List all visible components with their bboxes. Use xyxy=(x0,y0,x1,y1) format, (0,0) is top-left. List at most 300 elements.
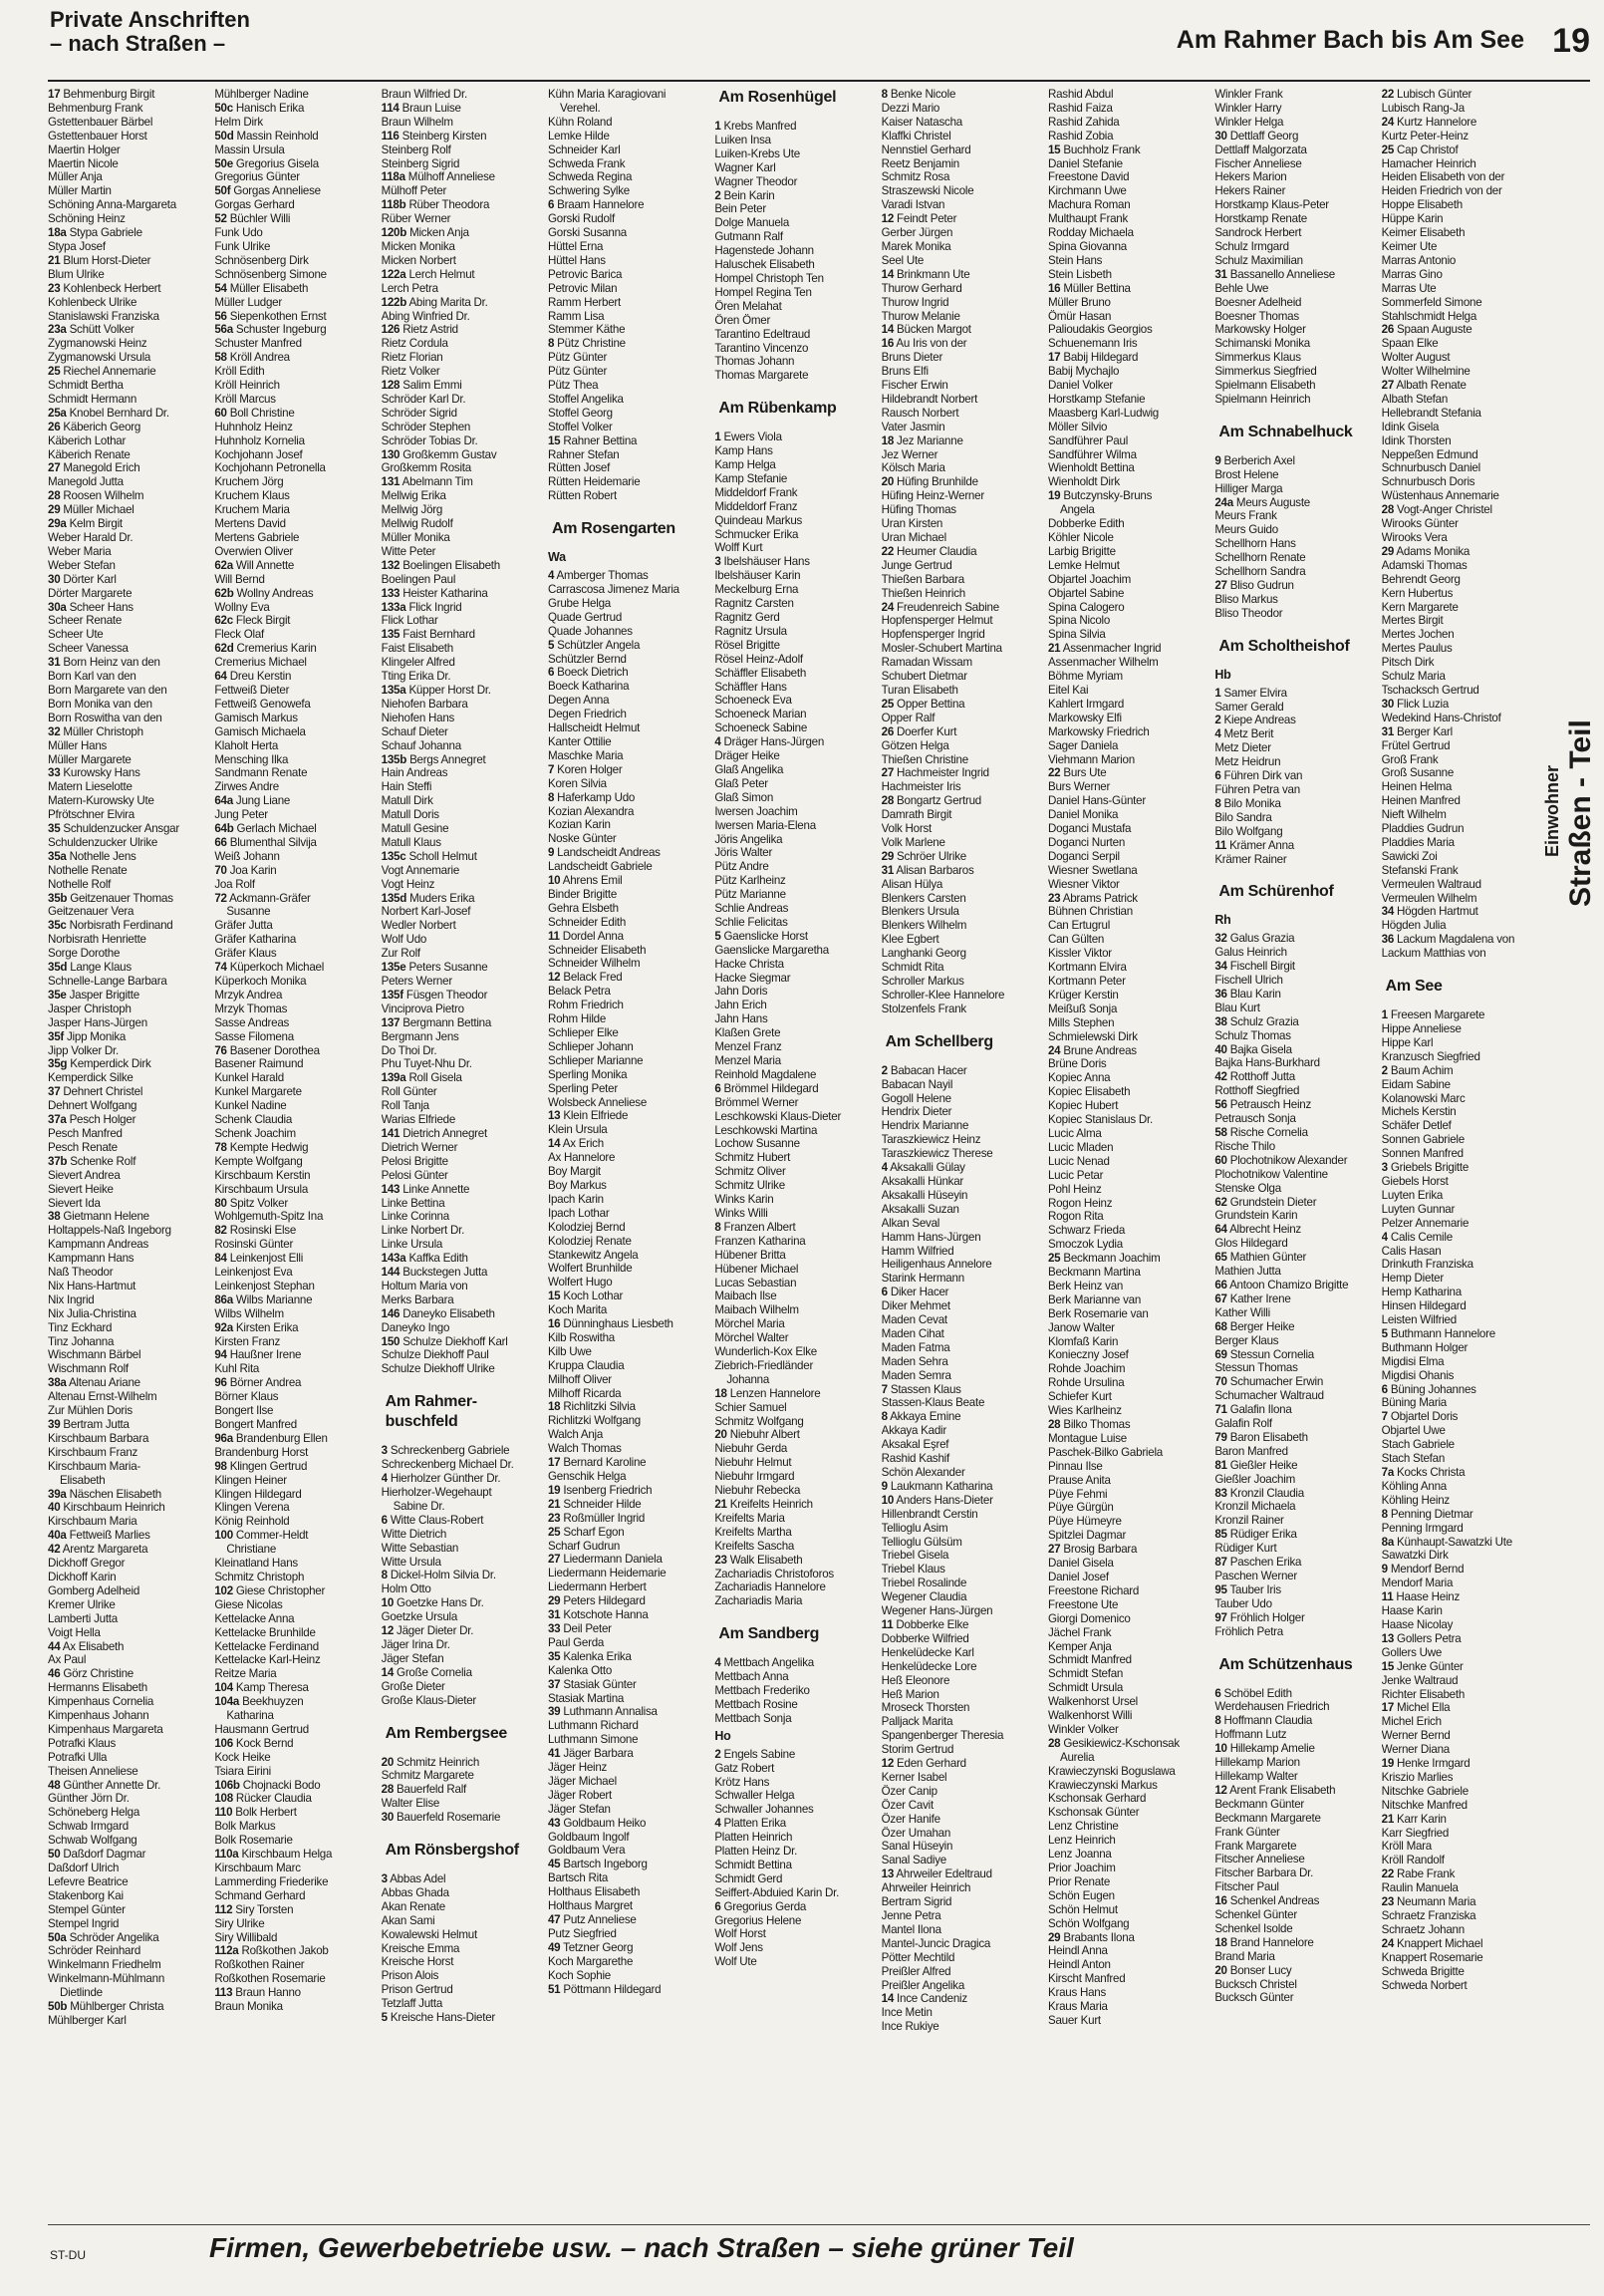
resident-entry xyxy=(382,1127,542,1141)
resident-name: Scheer Vanessa xyxy=(48,642,129,656)
resident-name: Mörchel Maria xyxy=(714,1317,785,1331)
resident-entry xyxy=(214,1931,375,1945)
resident-entry xyxy=(48,1238,208,1252)
resident-name: Wolf Horst xyxy=(714,1927,766,1941)
resident-entry xyxy=(214,102,375,116)
resident-name: Overwien Oliver xyxy=(214,544,294,558)
resident-entry xyxy=(382,878,542,892)
resident-name: Sperling Monika xyxy=(547,1067,628,1081)
resident-entry xyxy=(1048,1820,1208,1834)
resident-entry xyxy=(214,545,375,559)
resident-entry xyxy=(1214,1154,1375,1168)
resident-entry xyxy=(1048,1889,1208,1903)
resident-entry xyxy=(214,1709,375,1723)
resident-name: Gräfer Katharina xyxy=(214,933,297,947)
resident-name: Kettelacke Ferdinand xyxy=(214,1639,319,1653)
resident-entry xyxy=(382,2011,542,2025)
resident-entry xyxy=(1214,1756,1375,1770)
house-number: 4 xyxy=(1381,1230,1388,1244)
resident-name: Petrausch Heinz xyxy=(1229,1098,1312,1112)
resident-entry xyxy=(382,1458,542,1472)
house-number: 10 xyxy=(547,874,561,888)
resident-entry xyxy=(1048,1806,1208,1820)
resident-entry xyxy=(214,1252,375,1266)
house-number: 1 xyxy=(1381,1008,1388,1022)
resident-name: Ince Candeniz xyxy=(897,1992,967,2006)
resident-entry xyxy=(714,1428,875,1442)
resident-entry xyxy=(214,1557,375,1571)
resident-entry xyxy=(1048,1141,1208,1155)
resident-entry xyxy=(1214,797,1375,811)
resident-entry xyxy=(214,351,375,365)
resident-entry xyxy=(882,1688,1042,1702)
resident-entry xyxy=(882,254,1042,268)
resident-name: Diker Hacer xyxy=(890,1286,949,1299)
resident-name: Kirschbaum Maria xyxy=(48,1515,137,1529)
resident-entry xyxy=(1382,1743,1542,1757)
resident-name: Arentz Margareta xyxy=(62,1543,148,1557)
resident-name: Steinberg Rolf xyxy=(381,143,451,156)
resident-name: Kolodziej Bernd xyxy=(547,1220,626,1234)
resident-name: Matern-Kurowsky Ute xyxy=(48,794,154,808)
resident-name: Ince Rukiye xyxy=(881,2020,939,2034)
resident-name: Metz Berit xyxy=(1223,727,1274,741)
resident-name: Mühlberger Nadine xyxy=(214,88,309,101)
resident-name: Boesner Adelheid xyxy=(1214,295,1302,309)
house-number: 35d xyxy=(48,961,68,975)
resident-entry xyxy=(48,878,208,892)
resident-entry xyxy=(1048,1848,1208,1862)
resident-name: Flick Luzia xyxy=(1397,697,1450,711)
resident-name: Bilo Wolfgang xyxy=(1214,824,1283,838)
resident-entry xyxy=(714,1401,875,1415)
resident-name: Haluschek Elisabeth xyxy=(714,258,815,272)
resident-entry xyxy=(382,1997,542,2011)
house-number: 22 xyxy=(1381,88,1395,101)
resident-entry xyxy=(1214,268,1375,282)
resident-entry xyxy=(214,614,375,628)
house-number: 7 xyxy=(881,1382,888,1396)
house-number: 30 xyxy=(1214,129,1227,143)
house-number: 19 xyxy=(1047,489,1061,503)
house-number: 35c xyxy=(48,919,67,933)
resident-name: Mrzyk Thomas xyxy=(214,1002,288,1015)
resident-entry xyxy=(548,351,708,365)
resident-entry xyxy=(882,2020,1042,2034)
resident-entry xyxy=(714,147,875,161)
house-number: 32 xyxy=(1214,932,1227,946)
resident-entry xyxy=(882,170,1042,184)
resident-name: Blumenthal Silvija xyxy=(229,835,317,849)
resident-entry xyxy=(48,808,208,822)
resident-entry xyxy=(214,1474,375,1488)
resident-entry xyxy=(1382,822,1542,836)
resident-entry xyxy=(882,656,1042,670)
resident-name: Jahn Doris xyxy=(714,985,768,999)
resident-name: Behrendt Georg xyxy=(1381,572,1461,586)
resident-name: Winkler Helga xyxy=(1214,115,1284,129)
house-number: 6 xyxy=(1381,1382,1388,1396)
resident-entry xyxy=(1382,1008,1542,1022)
resident-entry xyxy=(382,614,542,628)
resident-name: Köhling Heinz xyxy=(1381,1493,1450,1507)
resident-entry xyxy=(214,1862,375,1875)
resident-entry xyxy=(1382,1715,1542,1729)
resident-entry xyxy=(214,836,375,850)
resident-name: Theisen Anneliese xyxy=(48,1764,138,1778)
resident-name: Schlieper Johann xyxy=(547,1039,634,1053)
resident-name: Schöneberg Helga xyxy=(48,1806,140,1820)
resident-name: Spitz Volker xyxy=(229,1196,288,1210)
resident-entry xyxy=(1048,130,1208,144)
resident-name: Rütten Heidemarie xyxy=(547,475,641,489)
resident-name: Winks Willi xyxy=(714,1206,768,1220)
resident-name: Kirscht Manfred xyxy=(1047,1972,1126,1986)
resident-name: Kröll Marcus xyxy=(214,392,276,406)
resident-name: Schuldenzucker Ulrike xyxy=(48,835,158,849)
resident-entry xyxy=(382,198,542,212)
house-number: 146 xyxy=(381,1306,401,1320)
resident-entry xyxy=(382,282,542,296)
resident-name: Fitscher Anneliese xyxy=(1214,1853,1305,1866)
resident-name: Marras Ute xyxy=(1381,281,1437,295)
resident-entry xyxy=(1382,1231,1542,1245)
resident-entry xyxy=(548,475,708,489)
resident-name: Wegener Hans-Jürgen xyxy=(881,1604,993,1618)
resident-name: Hekers Rainer xyxy=(1214,184,1286,198)
resident-name: Küperkoch Monika xyxy=(214,975,307,988)
resident-entry xyxy=(382,545,542,559)
resident-name: Machura Roman xyxy=(1047,198,1131,212)
resident-name: Hopfensperger Helmut xyxy=(881,614,993,628)
resident-name: Walch Thomas xyxy=(547,1442,622,1456)
house-number: 135a xyxy=(381,683,406,697)
resident-entry xyxy=(882,1840,1042,1854)
resident-entry xyxy=(48,2000,208,2014)
resident-entry xyxy=(48,254,208,268)
resident-entry xyxy=(714,1872,875,1886)
resident-entry xyxy=(382,1183,542,1197)
resident-entry xyxy=(714,328,875,342)
resident-entry xyxy=(882,1799,1042,1813)
resident-entry xyxy=(1048,1709,1208,1723)
resident-name: Luthmann Annalisa xyxy=(563,1705,658,1719)
house-number: 32 xyxy=(48,724,61,738)
resident-entry xyxy=(382,892,542,906)
house-number: 11 xyxy=(1214,838,1227,852)
resident-name: Reinhold Magdalene xyxy=(714,1067,817,1081)
resident-entry xyxy=(548,666,708,680)
resident-entry xyxy=(714,625,875,639)
resident-entry xyxy=(714,300,875,314)
resident-name: Faist Bernhard xyxy=(402,628,475,642)
resident-name: Werner Diana xyxy=(1381,1743,1450,1757)
resident-entry xyxy=(214,1321,375,1335)
resident-name: Kopiec Stanislaus Dr. xyxy=(1047,1113,1153,1127)
resident-entry xyxy=(548,268,708,282)
resident-name: Sandrock Herbert xyxy=(1214,226,1302,240)
resident-entry xyxy=(882,1327,1042,1341)
resident-entry xyxy=(1382,337,1542,351)
resident-entry xyxy=(882,1258,1042,1272)
resident-name: König Reinhold xyxy=(214,1515,290,1529)
resident-name: Thießen Barbara xyxy=(881,572,964,586)
resident-name: Noske Günter xyxy=(547,832,617,846)
resident-name: Niebuhr Rebecka xyxy=(714,1484,801,1498)
resident-entry xyxy=(1214,988,1375,1002)
resident-entry xyxy=(548,1151,708,1165)
resident-name: Prior Renate xyxy=(1047,1874,1111,1888)
resident-name: Beekhuyzen xyxy=(242,1695,304,1709)
resident-entry xyxy=(714,1193,875,1207)
resident-name: Wüstenhaus Annemarie xyxy=(1381,489,1499,503)
house-number: 10 xyxy=(881,1493,895,1507)
resident-entry xyxy=(1214,1056,1375,1070)
resident-entry xyxy=(714,541,875,555)
resident-name: Genschik Helga xyxy=(547,1470,627,1483)
resident-name: Fischer Anneliese xyxy=(1214,156,1302,170)
resident-entry xyxy=(548,583,708,597)
resident-entry xyxy=(548,130,708,144)
resident-name: Daßdorf Dagmar xyxy=(63,1848,146,1862)
resident-name: Özer Hanife xyxy=(881,1812,940,1826)
resident-entry xyxy=(382,226,542,240)
resident-entry xyxy=(48,1210,208,1224)
resident-name: Kreifelts Heinrich xyxy=(729,1498,813,1511)
resident-name: Volk Horst xyxy=(881,822,932,836)
resident-entry xyxy=(714,1498,875,1512)
resident-name: Zachariadis Maria xyxy=(714,1594,803,1608)
resident-name: Viehmann Marion xyxy=(1047,752,1135,766)
resident-name: Middeldorf Frank xyxy=(714,485,798,499)
resident-entry xyxy=(214,212,375,226)
resident-name: Giese Christopher xyxy=(235,1583,326,1597)
resident-name: Stasiak Günter xyxy=(563,1677,637,1691)
resident-name: Fitscher Paul xyxy=(1214,1880,1279,1894)
house-number: 35a xyxy=(48,849,67,863)
resident-name: Heister Katharina xyxy=(402,586,488,600)
resident-name: Albath Stefan xyxy=(1381,392,1449,406)
house-number: 50d xyxy=(214,129,234,143)
resident-name: Spielmann Elisabeth xyxy=(1214,379,1316,393)
house-number: 62d xyxy=(214,642,234,656)
resident-entry xyxy=(48,170,208,184)
resident-name: Stempel Günter xyxy=(48,1902,126,1916)
resident-entry xyxy=(48,975,208,989)
resident-entry xyxy=(48,1723,208,1737)
resident-name: Frank Margarete xyxy=(1214,1839,1297,1853)
resident-name: Wedler Norbert xyxy=(381,919,456,933)
resident-entry xyxy=(548,1622,708,1636)
resident-name: Sauer Kurt xyxy=(1047,2013,1101,2027)
resident-entry xyxy=(714,1442,875,1456)
resident-entry xyxy=(714,1096,875,1110)
resident-name: Schmidt Ursula xyxy=(1047,1681,1124,1695)
resident-name: Spitzlei Dagmar xyxy=(1047,1529,1127,1543)
resident-name: Krämer Rainer xyxy=(1214,852,1287,866)
resident-entry xyxy=(214,198,375,212)
resident-name: Haferkamp Udo xyxy=(557,790,636,804)
resident-name: Voigt Hella xyxy=(48,1625,101,1639)
resident-name: Linke Annette xyxy=(402,1182,470,1196)
resident-name: Kotschote Hanna xyxy=(563,1608,649,1622)
resident-name: Dörter Karl xyxy=(63,572,117,586)
house-number: 47 xyxy=(547,1913,561,1926)
resident-entry xyxy=(882,1189,1042,1203)
resident-name: Berger Heike xyxy=(1229,1319,1295,1333)
resident-entry xyxy=(1214,323,1375,337)
district-code: Wa xyxy=(547,550,566,565)
resident-name: Rogon Heinz xyxy=(1047,1196,1113,1210)
resident-entry xyxy=(1048,573,1208,587)
resident-entry xyxy=(1214,296,1375,310)
resident-entry xyxy=(48,1169,208,1183)
resident-entry xyxy=(548,902,708,916)
house-number: 34 xyxy=(1214,960,1227,974)
resident-entry xyxy=(214,1169,375,1183)
resident-entry xyxy=(548,1235,708,1249)
resident-name: Maden Semra xyxy=(881,1368,951,1382)
resident-name: Günther Jörn Dr. xyxy=(48,1792,130,1806)
resident-name: Angela xyxy=(1059,503,1095,517)
resident-name: Aksakal Eşref xyxy=(881,1438,949,1452)
resident-name: Hoffmann Claudia xyxy=(1223,1714,1313,1728)
resident-name: Krüger Kerstin xyxy=(1047,988,1119,1002)
resident-entry xyxy=(1048,1474,1208,1488)
resident-name: Iwersen Maria-Elena xyxy=(714,818,816,832)
resident-entry xyxy=(548,1636,708,1650)
header-rule xyxy=(48,80,1590,82)
resident-entry xyxy=(548,1955,708,1969)
resident-name: Lucic Nenad xyxy=(1047,1154,1110,1168)
resident-entry xyxy=(382,780,542,794)
resident-name: Schröder Tobias Dr. xyxy=(381,433,478,447)
house-number: 72 xyxy=(214,891,227,905)
resident-entry xyxy=(214,1003,375,1016)
resident-name: Tinz Johanna xyxy=(48,1334,115,1348)
resident-entry xyxy=(214,1155,375,1169)
resident-name: Karr Siegfried xyxy=(1381,1826,1450,1840)
resident-name: Galus Grazia xyxy=(1229,932,1295,946)
resident-entry xyxy=(382,531,542,545)
resident-name: Winkler Frank xyxy=(1214,88,1283,101)
house-number: 3 xyxy=(1381,1161,1388,1175)
resident-name: Gehra Elsbeth xyxy=(547,901,619,915)
resident-name: Boy Markus xyxy=(547,1178,607,1192)
resident-name: Holthaus Margret xyxy=(547,1899,633,1913)
resident-entry xyxy=(548,625,708,639)
resident-name: Carrascosa Jimenez Maria xyxy=(547,583,679,596)
resident-name: Platten Erika xyxy=(723,1817,786,1831)
resident-entry xyxy=(1214,1043,1375,1057)
resident-entry xyxy=(1382,587,1542,601)
resident-entry xyxy=(214,1695,375,1709)
resident-name: Rohm Hilde xyxy=(547,1012,607,1026)
resident-name: Schauf Dieter xyxy=(381,724,448,738)
resident-entry xyxy=(48,1751,208,1765)
resident-entry xyxy=(548,1303,708,1317)
resident-entry xyxy=(1382,1618,1542,1632)
resident-entry xyxy=(714,985,875,999)
house-number: 8 xyxy=(881,1410,888,1424)
resident-name: Heiden Elisabeth von der xyxy=(1381,170,1505,184)
resident-name: Nix Hans-Hartmut xyxy=(48,1279,136,1292)
resident-name: Schulz Maximilian xyxy=(1214,253,1303,267)
resident-entry xyxy=(548,407,708,421)
resident-entry xyxy=(714,639,875,653)
resident-name: Karr Karin xyxy=(1397,1812,1447,1826)
resident-name: Jenne Petra xyxy=(881,1909,941,1922)
resident-name: Schützler Bernd xyxy=(547,652,627,666)
resident-name: Hilliger Marga xyxy=(1214,481,1283,495)
resident-entry xyxy=(714,1927,875,1941)
footer-note: Firmen, Gewerbebetriebe usw. – nach Straßen – siehe grüner Teil xyxy=(209,2232,1074,2263)
resident-entry xyxy=(714,749,875,763)
resident-name: Stein Hans xyxy=(1047,253,1103,267)
house-number: 106 xyxy=(214,1736,233,1750)
resident-name: Brune Andreas xyxy=(1063,1043,1137,1057)
resident-name: Lenzen Hannelore xyxy=(729,1386,821,1400)
resident-name: Schäffler Elisabeth xyxy=(714,666,807,680)
resident-entry xyxy=(882,1549,1042,1563)
resident-name: Opper Ralf xyxy=(881,711,936,724)
resident-entry xyxy=(382,1528,542,1542)
house-number: 8 xyxy=(1381,1507,1388,1521)
resident-entry xyxy=(214,780,375,794)
resident-entry xyxy=(714,458,875,472)
resident-entry xyxy=(1382,1827,1542,1841)
resident-name: Kremer Ulrike xyxy=(48,1597,116,1611)
resident-entry xyxy=(1382,1536,1542,1550)
resident-name: Krötz Hans xyxy=(714,1775,770,1789)
resident-name: Schnurbusch Doris xyxy=(1381,475,1475,489)
resident-entry xyxy=(1382,282,1542,296)
house-number: 64 xyxy=(1214,1223,1227,1237)
house-number: 40 xyxy=(48,1501,61,1515)
resident-name: Schwering Sylke xyxy=(547,184,630,198)
resident-entry xyxy=(1214,1908,1375,1922)
resident-entry xyxy=(48,850,208,864)
resident-name: Braun Wilhelm xyxy=(381,115,453,129)
resident-entry xyxy=(1382,323,1542,337)
resident-entry xyxy=(382,1556,542,1570)
resident-entry xyxy=(882,1286,1042,1299)
resident-name: Dickhoff Karin xyxy=(48,1570,117,1583)
resident-name: Idink Thorsten xyxy=(1381,433,1452,447)
resident-name: Fleck Birgit xyxy=(235,614,291,628)
resident-entry xyxy=(382,1210,542,1224)
resident-name: Ewers Viola xyxy=(723,430,782,444)
street-heading: Am Schützenhaus xyxy=(1218,1655,1353,1673)
house-number: 17 xyxy=(1047,351,1061,365)
resident-name: Pesch Manfred xyxy=(48,1126,123,1140)
resident-entry xyxy=(548,1331,708,1345)
resident-name: Jung Peter xyxy=(214,808,268,822)
resident-name: Doganci Serpil xyxy=(1047,849,1120,863)
resident-entry xyxy=(548,212,708,226)
resident-name: Ahrweiler Edeltraud xyxy=(896,1867,992,1881)
resident-entry xyxy=(48,1612,208,1626)
resident-name: Holtum Maria von xyxy=(381,1279,468,1292)
house-number: 38 xyxy=(48,1210,61,1224)
resident-name: Dräger Heike xyxy=(714,749,780,763)
resident-entry xyxy=(714,1831,875,1845)
resident-name: Bartsch Ingeborg xyxy=(563,1858,648,1871)
resident-entry xyxy=(1048,1016,1208,1030)
house-number: 70 xyxy=(1214,1375,1227,1389)
house-number: 2 xyxy=(714,1747,721,1761)
resident-entry xyxy=(1048,1113,1208,1127)
